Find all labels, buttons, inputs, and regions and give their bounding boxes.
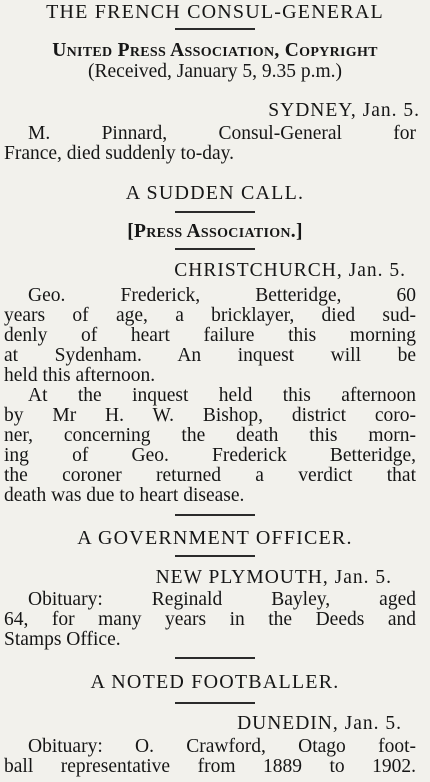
received-line: (Received, January 5, 9.35 p.m.) — [88, 61, 342, 82]
divider-rule — [175, 248, 255, 250]
section-heading: A SUDDEN CALL. — [125, 182, 305, 204]
dateline: CHRISTCHURCH, Jan. 5. — [174, 260, 406, 281]
body-line: France, died suddenly to-day. — [4, 143, 234, 164]
body-line: 64, for many years in the Deeds and — [4, 609, 416, 630]
divider-rule — [175, 555, 255, 557]
body-line: held this afternoon. — [4, 365, 156, 386]
body-line: ner, concerning the death this morn- — [4, 425, 416, 446]
article-heading: THE FRENCH CONSUL-GENERAL — [46, 1, 384, 23]
body-line: M. Pinnard, Consul-General for — [28, 123, 416, 144]
divider-rule — [175, 28, 255, 30]
body-line: years of age, a bricklayer, died sud- — [4, 305, 416, 326]
body-line: Obituary: Reginald Bayley, aged — [28, 589, 416, 610]
section-heading: A GOVERNMENT OFFICER. — [77, 527, 353, 549]
wire-credit: [Press Association.] — [127, 221, 303, 242]
body-line: at Sydenham. An inquest will be — [4, 345, 416, 366]
body-line: ball representative from 1889 to 1902. — [4, 756, 416, 777]
wire-credit: United Press Association, Copyright — [52, 40, 378, 61]
divider-rule — [175, 211, 255, 213]
section-heading: A NOTED FOOTBALLER. — [90, 671, 340, 693]
body-line: denly of heart failure this morning — [4, 325, 416, 346]
divider-rule — [175, 514, 255, 516]
dateline: DUNEDIN, Jan. 5. — [237, 713, 402, 734]
body-line: Obituary: O. Crawford, Otago foot- — [28, 736, 416, 757]
body-line: Stamps Office. — [4, 629, 121, 650]
divider-rule — [175, 657, 255, 659]
body-line: by Mr H. W. Bishop, district coro- — [4, 405, 416, 426]
body-line: ing of Geo. Frederick Betteridge, — [4, 445, 416, 466]
body-line: death was due to heart disease. — [4, 485, 245, 506]
body-line: At the inquest held this afternoon — [28, 385, 416, 406]
dateline: NEW PLYMOUTH, Jan. 5. — [155, 567, 392, 588]
dateline: SYDNEY, Jan. 5. — [268, 100, 420, 121]
divider-rule — [175, 702, 255, 704]
body-line: Geo. Frederick, Betteridge, 60 — [28, 285, 416, 306]
body-line: the coroner returned a verdict that — [4, 465, 416, 486]
